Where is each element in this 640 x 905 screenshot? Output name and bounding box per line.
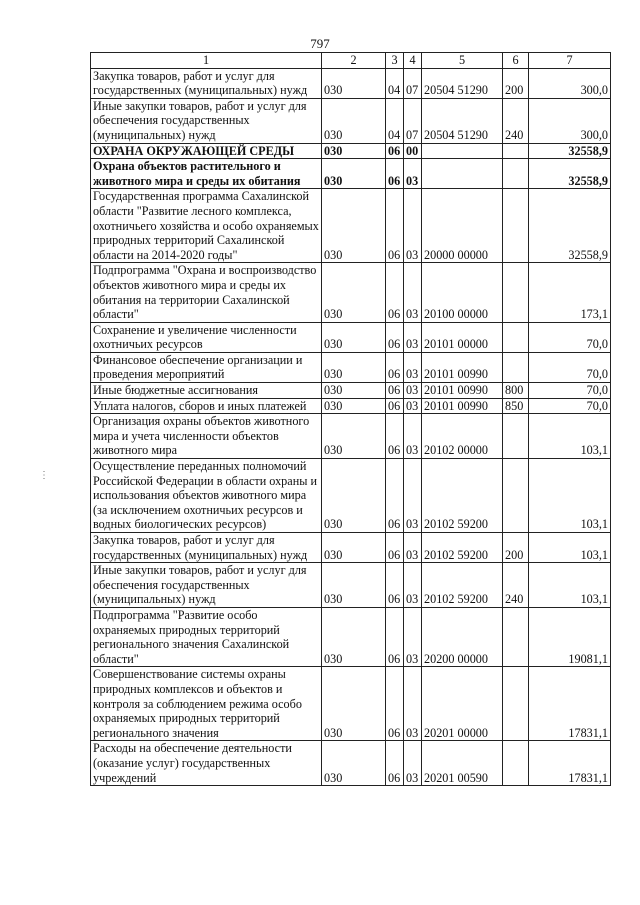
row-section: 06 <box>386 322 404 352</box>
row-amount: 103,1 <box>529 459 611 533</box>
row-target-article: 20000 00000 <box>422 189 503 263</box>
table-row <box>91 352 611 382</box>
row-subsection: 03 <box>404 383 422 399</box>
table-row <box>91 414 611 459</box>
table-row <box>91 189 611 263</box>
row-code-admin: 030 <box>322 398 386 414</box>
table-row <box>91 459 611 533</box>
budget-table <box>90 52 611 786</box>
row-subsection: 03 <box>404 352 422 382</box>
header-col-4: 4 <box>404 53 422 69</box>
row-target-article: 20102 00000 <box>422 414 503 459</box>
row-subsection: 03 <box>404 667 422 741</box>
row-subsection: 03 <box>404 263 422 322</box>
row-name: Охрана объектов растительного и животного мира и среды их обитания <box>91 159 322 189</box>
row-amount: 70,0 <box>529 398 611 414</box>
table-row <box>91 143 611 159</box>
row-expense-type: 800 <box>503 383 529 399</box>
row-name: Закупка товаров, работ и услуг для государственных (муниципальных) нужд <box>91 68 322 98</box>
table-row <box>91 398 611 414</box>
row-target-article: 20100 00000 <box>422 263 503 322</box>
row-target-article <box>422 159 503 189</box>
row-expense-type <box>503 459 529 533</box>
row-subsection: 03 <box>404 741 422 786</box>
row-target-article: 20102 59200 <box>422 533 503 563</box>
row-name: Иные закупки товаров, работ и услуг для обеспечения государственных (муниципальных) нужд <box>91 98 322 143</box>
row-code-admin: 030 <box>322 143 386 159</box>
header-col-6: 6 <box>503 53 529 69</box>
row-target-article: 20101 00000 <box>422 322 503 352</box>
row-section: 06 <box>386 414 404 459</box>
row-amount: 32558,9 <box>529 143 611 159</box>
row-amount: 70,0 <box>529 383 611 399</box>
row-name: Иные закупки товаров, работ и услуг для обеспечения государственных (муниципальных) нужд <box>91 563 322 608</box>
row-amount: 19081,1 <box>529 607 611 666</box>
table-row <box>91 563 611 608</box>
row-subsection: 00 <box>404 143 422 159</box>
row-code-admin: 030 <box>322 352 386 382</box>
row-subsection: 03 <box>404 533 422 563</box>
row-expense-type <box>503 607 529 666</box>
row-code-admin: 030 <box>322 533 386 563</box>
row-target-article <box>422 143 503 159</box>
row-code-admin: 030 <box>322 563 386 608</box>
row-amount: 300,0 <box>529 98 611 143</box>
row-subsection: 07 <box>404 98 422 143</box>
row-section: 06 <box>386 607 404 666</box>
row-code-admin: 030 <box>322 414 386 459</box>
row-expense-type: 200 <box>503 68 529 98</box>
row-name: Подпрограмма "Развитие особо охраняемых природных территорий регионального значения Сахалинской области" <box>91 607 322 666</box>
row-code-admin: 030 <box>322 383 386 399</box>
row-code-admin: 030 <box>322 98 386 143</box>
row-code-admin: 030 <box>322 68 386 98</box>
row-target-article: 20504 51290 <box>422 98 503 143</box>
row-section: 06 <box>386 667 404 741</box>
table-row <box>91 667 611 741</box>
row-code-admin: 030 <box>322 159 386 189</box>
row-name: Осуществление переданных полномочий Российской Федерации в области охраны и использования объектов животного мира (за исключением охотничьих ресурсов и водных биологических ресурсов) <box>91 459 322 533</box>
header-col-2: 2 <box>322 53 386 69</box>
row-name: Совершенствование системы охраны природных комплексов и объектов и контроля за соблюдением режима особо охраняемых природных территорий регионального значения <box>91 667 322 741</box>
table-row <box>91 607 611 666</box>
row-expense-type <box>503 159 529 189</box>
row-expense-type <box>503 741 529 786</box>
table-row <box>91 263 611 322</box>
row-code-admin: 030 <box>322 322 386 352</box>
header-col-3: 3 <box>386 53 404 69</box>
header-row <box>91 53 611 69</box>
row-target-article: 20101 00990 <box>422 352 503 382</box>
table-body <box>91 68 611 786</box>
row-section: 06 <box>386 352 404 382</box>
row-expense-type <box>503 414 529 459</box>
header-col-1: 1 <box>91 53 322 69</box>
page-number: 797 <box>310 36 330 51</box>
row-section: 06 <box>386 189 404 263</box>
table-row <box>91 68 611 98</box>
row-section: 06 <box>386 143 404 159</box>
row-code-admin: 030 <box>322 459 386 533</box>
row-expense-type <box>503 322 529 352</box>
row-target-article: 20201 00590 <box>422 741 503 786</box>
row-expense-type: 240 <box>503 563 529 608</box>
header-col-7: 7 <box>529 53 611 69</box>
row-name: Расходы на обеспечение деятельности (оказание услуг) государственных учреждений <box>91 741 322 786</box>
row-section: 06 <box>386 159 404 189</box>
row-section: 04 <box>386 68 404 98</box>
row-amount: 173,1 <box>529 263 611 322</box>
row-target-article: 20102 59200 <box>422 459 503 533</box>
row-expense-type: 240 <box>503 98 529 143</box>
row-subsection: 03 <box>404 189 422 263</box>
row-subsection: 03 <box>404 322 422 352</box>
row-amount: 32558,9 <box>529 159 611 189</box>
row-target-article: 20504 51290 <box>422 68 503 98</box>
row-expense-type <box>503 667 529 741</box>
row-expense-type: 200 <box>503 533 529 563</box>
row-subsection: 03 <box>404 414 422 459</box>
row-expense-type: 850 <box>503 398 529 414</box>
row-section: 06 <box>386 741 404 786</box>
row-code-admin: 030 <box>322 667 386 741</box>
row-subsection: 03 <box>404 398 422 414</box>
row-target-article: 20200 00000 <box>422 607 503 666</box>
row-expense-type <box>503 263 529 322</box>
margin-mark: ⋮ <box>39 470 49 481</box>
row-subsection: 03 <box>404 563 422 608</box>
row-name: Сохранение и увеличение численности охотничьих ресурсов <box>91 322 322 352</box>
row-code-admin: 030 <box>322 189 386 263</box>
row-amount: 70,0 <box>529 352 611 382</box>
row-name: Государственная программа Сахалинской области "Развитие лесного комплекса, охотничьего хозяйства и особо охраняемых природных территорий Сахалинской области на 2014-2020 годы" <box>91 189 322 263</box>
row-target-article: 20201 00000 <box>422 667 503 741</box>
row-target-article: 20101 00990 <box>422 383 503 399</box>
table-row <box>91 383 611 399</box>
row-section: 06 <box>386 563 404 608</box>
row-expense-type <box>503 189 529 263</box>
row-amount: 70,0 <box>529 322 611 352</box>
row-subsection: 07 <box>404 68 422 98</box>
row-section: 06 <box>386 459 404 533</box>
row-code-admin: 030 <box>322 263 386 322</box>
row-section: 06 <box>386 383 404 399</box>
row-amount: 300,0 <box>529 68 611 98</box>
row-code-admin: 030 <box>322 741 386 786</box>
row-code-admin: 030 <box>322 607 386 666</box>
table-row <box>91 322 611 352</box>
row-name: Подпрограмма "Охрана и воспроизводство объектов животного мира и среды их обитания на территории Сахалинской области" <box>91 263 322 322</box>
row-section: 06 <box>386 533 404 563</box>
row-section: 04 <box>386 98 404 143</box>
row-name: Организация охраны объектов животного мира и учета численности объектов животного мира <box>91 414 322 459</box>
row-expense-type <box>503 352 529 382</box>
row-subsection: 03 <box>404 459 422 533</box>
row-amount: 103,1 <box>529 414 611 459</box>
row-amount: 103,1 <box>529 563 611 608</box>
row-expense-type <box>503 143 529 159</box>
row-section: 06 <box>386 398 404 414</box>
table-row <box>91 159 611 189</box>
row-name: Закупка товаров, работ и услуг для государственных (муниципальных) нужд <box>91 533 322 563</box>
table-row <box>91 98 611 143</box>
row-name: ОХРАНА ОКРУЖАЮЩЕЙ СРЕДЫ <box>91 143 322 159</box>
row-name: Уплата налогов, сборов и иных платежей <box>91 398 322 414</box>
row-amount: 103,1 <box>529 533 611 563</box>
row-amount: 17831,1 <box>529 667 611 741</box>
row-target-article: 20102 59200 <box>422 563 503 608</box>
row-amount: 17831,1 <box>529 741 611 786</box>
row-amount: 32558,9 <box>529 189 611 263</box>
row-name: Финансовое обеспечение организации и проведения мероприятий <box>91 352 322 382</box>
row-section: 06 <box>386 263 404 322</box>
row-subsection: 03 <box>404 607 422 666</box>
header-col-5: 5 <box>422 53 503 69</box>
table-row <box>91 533 611 563</box>
row-subsection: 03 <box>404 159 422 189</box>
row-name: Иные бюджетные ассигнования <box>91 383 322 399</box>
table-row <box>91 741 611 786</box>
row-target-article: 20101 00990 <box>422 398 503 414</box>
